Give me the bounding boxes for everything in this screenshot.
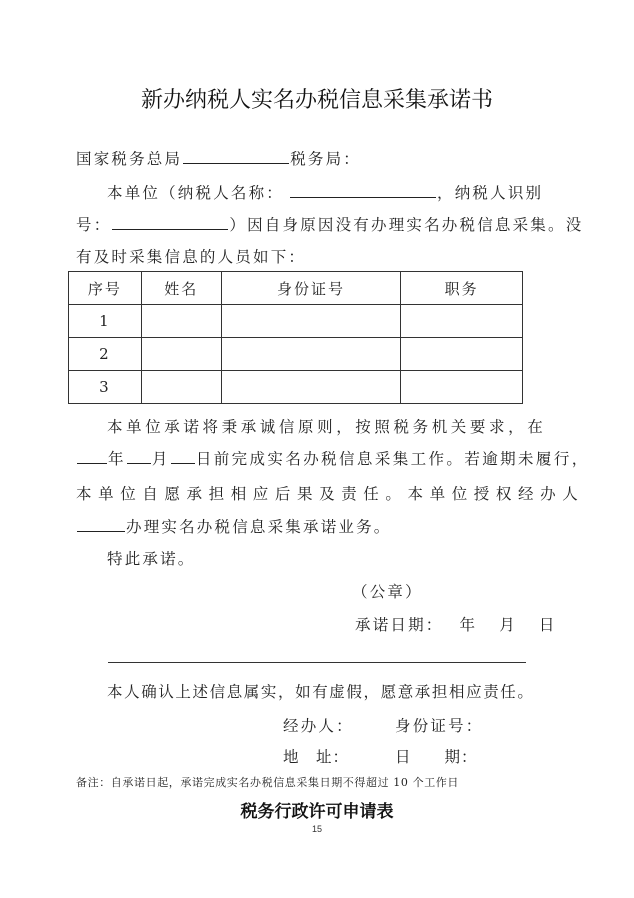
confirmation-text: 本人确认上述信息属实，如有虚假，愿意承担相应责任。 xyxy=(107,683,535,701)
cell-name[interactable] xyxy=(141,305,221,338)
table-row xyxy=(69,338,523,371)
official-seal-label: （公章） xyxy=(352,583,423,601)
staff-table xyxy=(68,271,523,404)
table-header-row xyxy=(69,272,523,305)
cell-serial: 1 xyxy=(69,305,142,338)
header-name: 姓名 xyxy=(141,272,221,305)
pledge-month-label: 月 xyxy=(499,616,517,634)
para2-deadline-text: 日前完成实名办税信息采集工作。若逾期未履行， xyxy=(195,450,590,468)
para2-authorization-text: 办理实名办税信息采集承诺业务。 xyxy=(126,518,392,536)
month-label: 月 xyxy=(151,450,170,468)
pledge-year-label: 年 xyxy=(459,616,478,634)
cell-name[interactable] xyxy=(141,371,221,404)
para2-line1: 本单位承诺将秉承诚信原则，按照税务机关要求，在 xyxy=(107,418,547,436)
document-title: 新办纳税人实名办税信息采集承诺书 xyxy=(140,88,493,113)
para1-line1 xyxy=(107,181,543,203)
address-label: 地 址： xyxy=(283,748,350,766)
cell-serial: 3 xyxy=(69,371,142,404)
taxpayer-id-label-start: ，纳税人识别 xyxy=(437,184,544,202)
deadline-day-blank[interactable] xyxy=(171,448,195,464)
closing-text: 特此承诺。 xyxy=(107,550,196,568)
table-row xyxy=(69,305,523,338)
tax-bureau-blank[interactable] xyxy=(183,148,289,164)
cell-serial: 2 xyxy=(69,338,142,371)
pledge-day-label: 日 xyxy=(538,616,557,634)
cell-position[interactable] xyxy=(401,371,523,404)
cell-position[interactable] xyxy=(401,305,523,338)
para1-reason-text: ）因自身原因没有办理实名办税信息采集。没 xyxy=(229,216,584,234)
para1-line2 xyxy=(76,213,583,235)
separator-line xyxy=(108,662,526,663)
taxpayer-name-label: 本单位（纳税人名称： xyxy=(107,184,285,202)
addressee-suffix: 税务局： xyxy=(290,150,362,168)
id-number-label: 身份证号： xyxy=(395,717,484,735)
table-row xyxy=(69,371,523,404)
deadline-year-blank[interactable] xyxy=(77,448,107,464)
page-number: 15 xyxy=(311,824,322,834)
header-position: 职务 xyxy=(401,272,523,305)
next-section-title: 税务行政许可申请表 xyxy=(240,802,394,822)
cell-id-number[interactable] xyxy=(221,371,401,404)
header-serial: 序号 xyxy=(69,272,142,305)
cell-name[interactable] xyxy=(141,338,221,371)
cell-id-number[interactable] xyxy=(221,338,401,371)
cell-id-number[interactable] xyxy=(221,305,401,338)
taxpayer-id-label-end: 号： xyxy=(76,216,112,234)
agent-label: 经办人： xyxy=(283,717,354,735)
para2-line2 xyxy=(76,447,590,469)
para2-line4 xyxy=(76,515,392,537)
pledge-date-label: 承诺日期： xyxy=(355,616,444,634)
date-label: 日 期： xyxy=(395,748,478,766)
pledge-date-line xyxy=(355,613,557,635)
para2-line3: 本单位自愿承担相应后果及责任。本单位授权经办人 xyxy=(76,485,585,503)
header-id-number: 身份证号 xyxy=(221,272,401,305)
cell-position[interactable] xyxy=(401,338,523,371)
addressee-line xyxy=(76,147,361,169)
deadline-month-blank[interactable] xyxy=(127,448,151,464)
remark-note: 备注：自承诺日起，承诺完成实名办税信息采集日期不得超过 10 个工作日 xyxy=(76,776,459,789)
addressee-prefix: 国家税务总局 xyxy=(76,150,183,168)
para1-line3: 有及时采集信息的人员如下： xyxy=(76,248,307,266)
taxpayer-id-blank[interactable] xyxy=(112,214,228,230)
year-label: 年 xyxy=(108,450,126,468)
taxpayer-name-blank[interactable] xyxy=(290,182,436,198)
authorized-agent-blank[interactable] xyxy=(77,516,125,532)
